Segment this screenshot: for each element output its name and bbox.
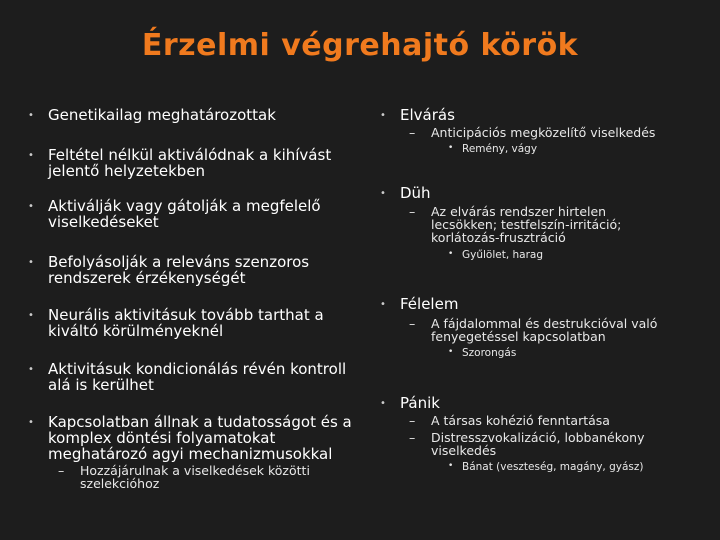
right-sub-text: Distresszvokalizáció, lobbanékony viselkedés	[431, 430, 645, 458]
right-detail-felelem	[448, 347, 702, 359]
right-sub-elvaras	[409, 125, 711, 140]
right-sub-text: Az elvárás rendszer hirtelen lecsökken; testfelszín-irritáció; korlátozás-frusztráció	[431, 204, 622, 245]
bullet-icon: •	[380, 110, 386, 121]
slide-title: Érzelmi végrehajtó körök	[141, 28, 579, 63]
right-detail-duh	[448, 249, 702, 261]
dash-icon: –	[409, 125, 416, 140]
left-item-6	[28, 360, 368, 394]
right-section-panik	[380, 394, 700, 412]
right-sub-felelem	[409, 316, 701, 344]
right-sub-text: A fájdalommal és destrukcióval való fenyegetéssel kapcsolatban	[431, 316, 658, 344]
bullet-icon: •	[28, 364, 34, 375]
dash-icon: –	[409, 204, 416, 219]
right-section-elvaras	[380, 106, 700, 124]
bullet-icon: •	[448, 249, 454, 259]
bullet-icon: •	[28, 201, 34, 212]
dash-icon: –	[409, 430, 416, 445]
right-detail-text: Szorongás	[462, 347, 517, 359]
left-item-1	[28, 106, 348, 124]
right-section-label: Elvárás	[400, 106, 455, 124]
right-sub-text: A társas kohézió fenntartása	[431, 413, 610, 428]
left-item-text: Aktivitásuk kondicionálás révén kontroll alá is kerülhet	[48, 360, 347, 394]
bullet-icon: •	[28, 150, 34, 161]
left-sub-text: Hozzájárulnak a viselkedések közötti szelekcióhoz	[80, 463, 310, 491]
bullet-icon: •	[380, 398, 386, 409]
dash-icon: –	[409, 413, 416, 428]
left-item-text: Aktiválják vagy gátolják a megfelelő viselkedéseket	[48, 197, 321, 231]
dash-icon: –	[409, 316, 416, 331]
bullet-icon: •	[380, 188, 386, 199]
right-sub-panik-1	[409, 413, 701, 428]
right-section-label: Düh	[400, 184, 431, 202]
left-item-2	[28, 146, 348, 180]
left-item-3	[28, 197, 348, 231]
left-item-text: Genetikailag meghatározottak	[48, 106, 276, 124]
bullet-icon: •	[28, 417, 34, 428]
left-item-7	[28, 413, 368, 463]
dash-icon: –	[58, 463, 65, 478]
bullet-icon: •	[448, 347, 454, 357]
right-detail-text: Gyűlölet, harag	[462, 249, 544, 261]
right-detail-text: Remény, vágy	[462, 143, 538, 155]
left-item-5	[28, 306, 348, 340]
bullet-icon: •	[380, 299, 386, 310]
right-section-label: Pánik	[400, 394, 440, 412]
right-sub-panik-2	[409, 430, 691, 458]
right-sub-text: Anticipációs megközelítő viselkedés	[431, 125, 656, 140]
bullet-icon: •	[28, 257, 34, 268]
bullet-icon: •	[448, 461, 454, 471]
right-section-duh	[380, 184, 700, 202]
right-section-felelem	[380, 295, 700, 313]
bullet-icon: •	[448, 143, 454, 153]
right-detail-elvaras	[448, 143, 702, 155]
right-section-label: Félelem	[400, 295, 459, 313]
left-item-text: Kapcsolatban állnak a tudatosságot és a komplex döntési folyamatokat meghatározó agyi mechanizmusokkal	[48, 413, 352, 463]
left-item-4	[28, 253, 348, 287]
left-item-text: Neurális aktivitásuk tovább tarthat a kiváltó körülményeknél	[48, 306, 324, 340]
left-item-text: Feltétel nélkül aktiválódnak a kihívást jelentő helyzetekben	[48, 146, 332, 180]
left-item-7-sub	[58, 463, 360, 491]
right-sub-duh	[409, 204, 671, 245]
bullet-icon: •	[28, 110, 34, 121]
right-detail-panik	[448, 461, 702, 473]
bullet-icon: •	[28, 310, 34, 321]
right-detail-text: Bánat (veszteség, magány, gyász)	[462, 461, 644, 473]
left-item-text: Befolyásolják a releváns szenzoros rendszerek érzékenységét	[48, 253, 310, 287]
